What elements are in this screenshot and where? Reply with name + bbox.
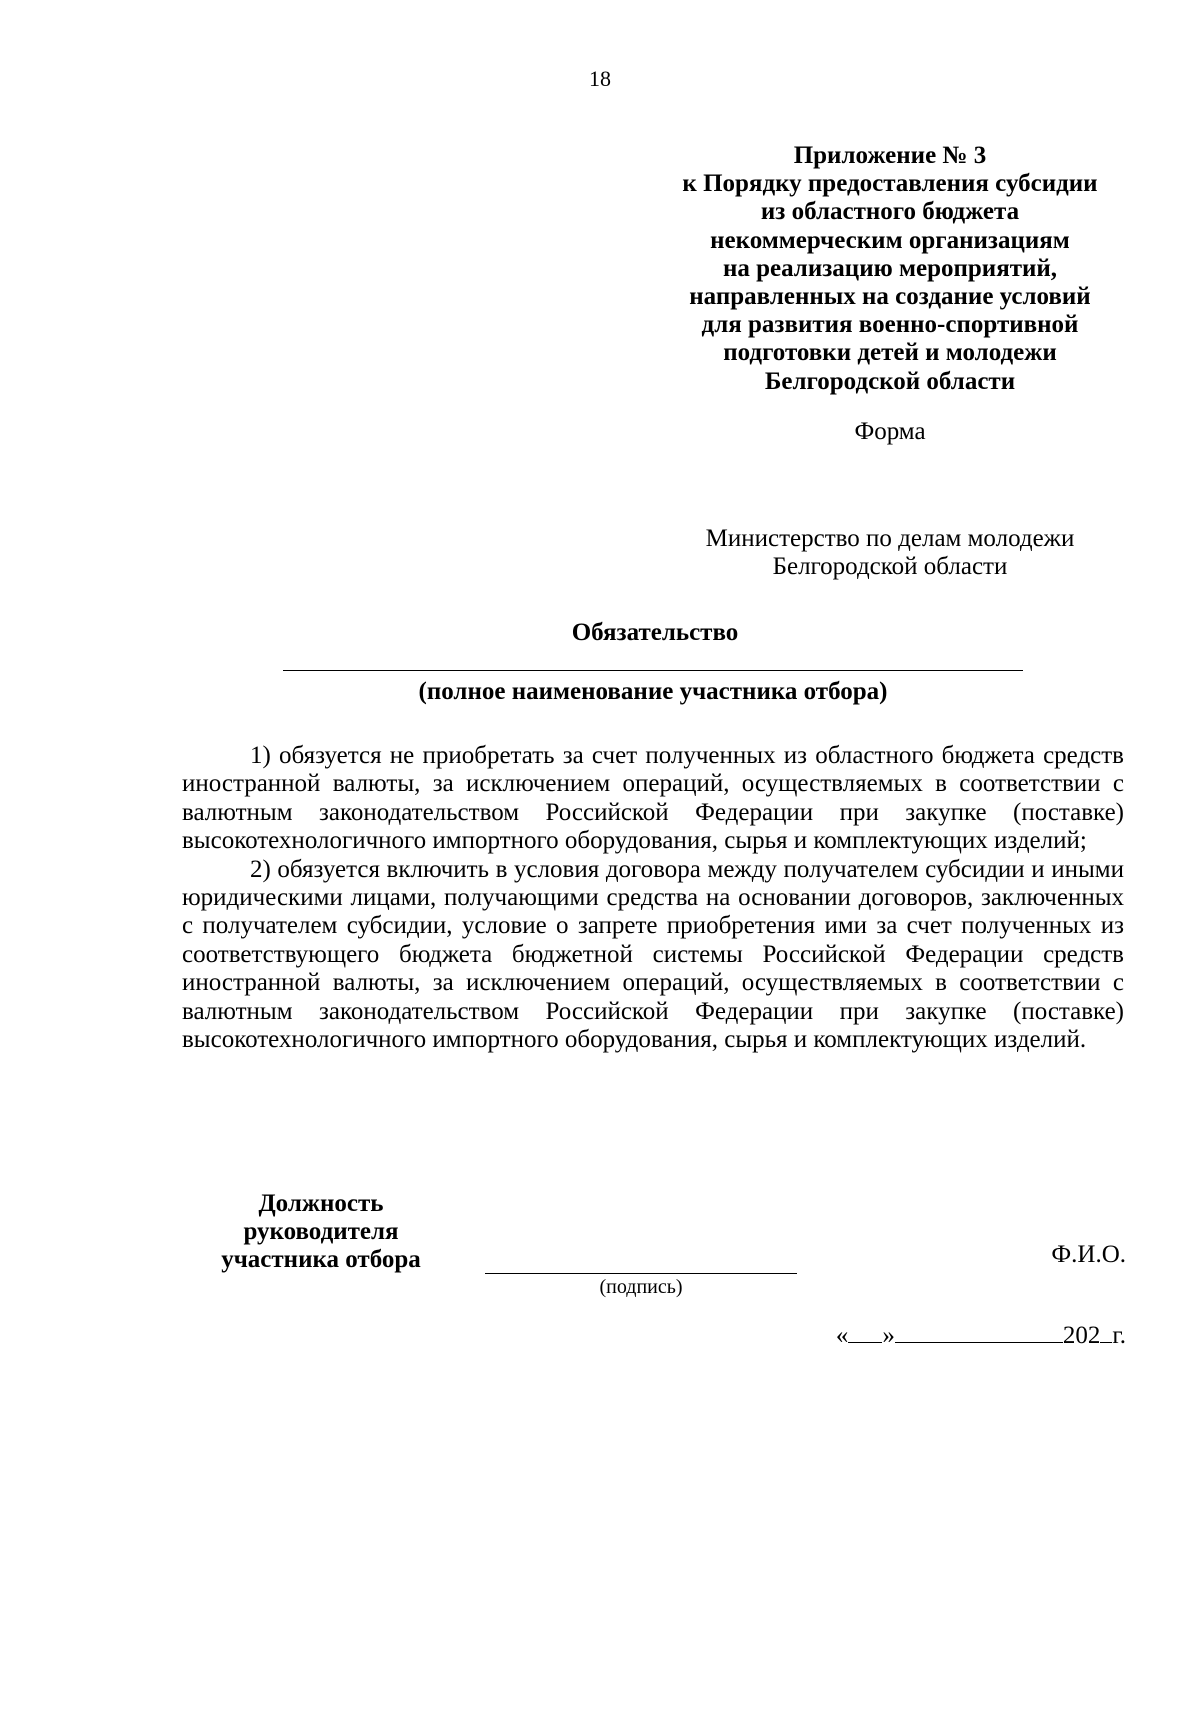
annex-line: Приложение № 3	[793, 142, 987, 169]
obligation-body	[182, 742, 1124, 1054]
position-line: Должность	[258, 1190, 384, 1217]
obligation-paragraph: 2) обязуется включить в условия договора между получателем субсидии и иными юридическими лицами, получающими средства на основании договоров, заключенных с получателем субсидии, условие о запрете приобретения ими за счет полученных из соответствующего бюджета бюджетной системы Российской Федерации средств иностранной валюты, за исключением операций, осуществляемых в соответствии с валютным законодательством Российской Федерации при закупке (поставке) высокотехнологичного импортного оборудования, сырья и комплектующих изделий.	[182, 855, 1124, 1054]
date-open-quote: «	[835, 1322, 849, 1349]
annex-line: некоммерческим организациям	[710, 226, 1070, 254]
annex-line: на реализацию мероприятий,	[722, 254, 1058, 282]
signature-caption: (подпись)	[599, 1276, 683, 1298]
annex-line: подготовки детей и молодежи	[723, 339, 1057, 367]
date-close-quote: »	[882, 1322, 895, 1349]
year-prefix: 202	[1062, 1322, 1101, 1349]
document-title: Обязательство	[571, 619, 739, 646]
annex-line: из областного бюджета	[760, 198, 1020, 226]
position-line: руководителя	[243, 1218, 399, 1245]
annex-line: Белгородской области	[764, 367, 1016, 395]
form-label: Форма	[854, 418, 926, 445]
participant-name-line	[283, 670, 1023, 671]
annex-line: к Порядку предоставления субсидии	[682, 170, 1098, 198]
year-suffix: г.	[1112, 1322, 1126, 1349]
head-position-label	[196, 1190, 446, 1274]
addressee	[630, 525, 1150, 581]
annex-line: для развития военно-спортивной	[701, 311, 1079, 339]
signature-line	[485, 1273, 797, 1274]
addressee-line: Белгородской области	[772, 553, 1008, 580]
page-number: 18	[589, 66, 611, 91]
annex-line: направленных на создание условий	[689, 283, 1091, 311]
position-line: участника отбора	[221, 1246, 421, 1273]
obligation-paragraph: 1) обязуется не приобретать за счет полученных из областного бюджета средств иностранной валюты, за исключением операций, осуществляемых в соответствии с валютным законодательством Российской Федерации при закупке (поставке) высокотехнологичного импортного оборудования, сырья и комплектующих изделий;	[182, 742, 1124, 855]
year-blank	[1100, 1322, 1112, 1343]
participant-name-caption: (полное наименование участника отбора)	[418, 678, 888, 705]
addressee-line: Министерство по делам молодежи	[705, 525, 1075, 552]
annex-header	[630, 142, 1150, 396]
day-blank	[848, 1322, 882, 1343]
fio-label: Ф.И.О.	[1051, 1241, 1126, 1268]
month-blank	[895, 1322, 1063, 1343]
date-field	[780, 1322, 1126, 1350]
